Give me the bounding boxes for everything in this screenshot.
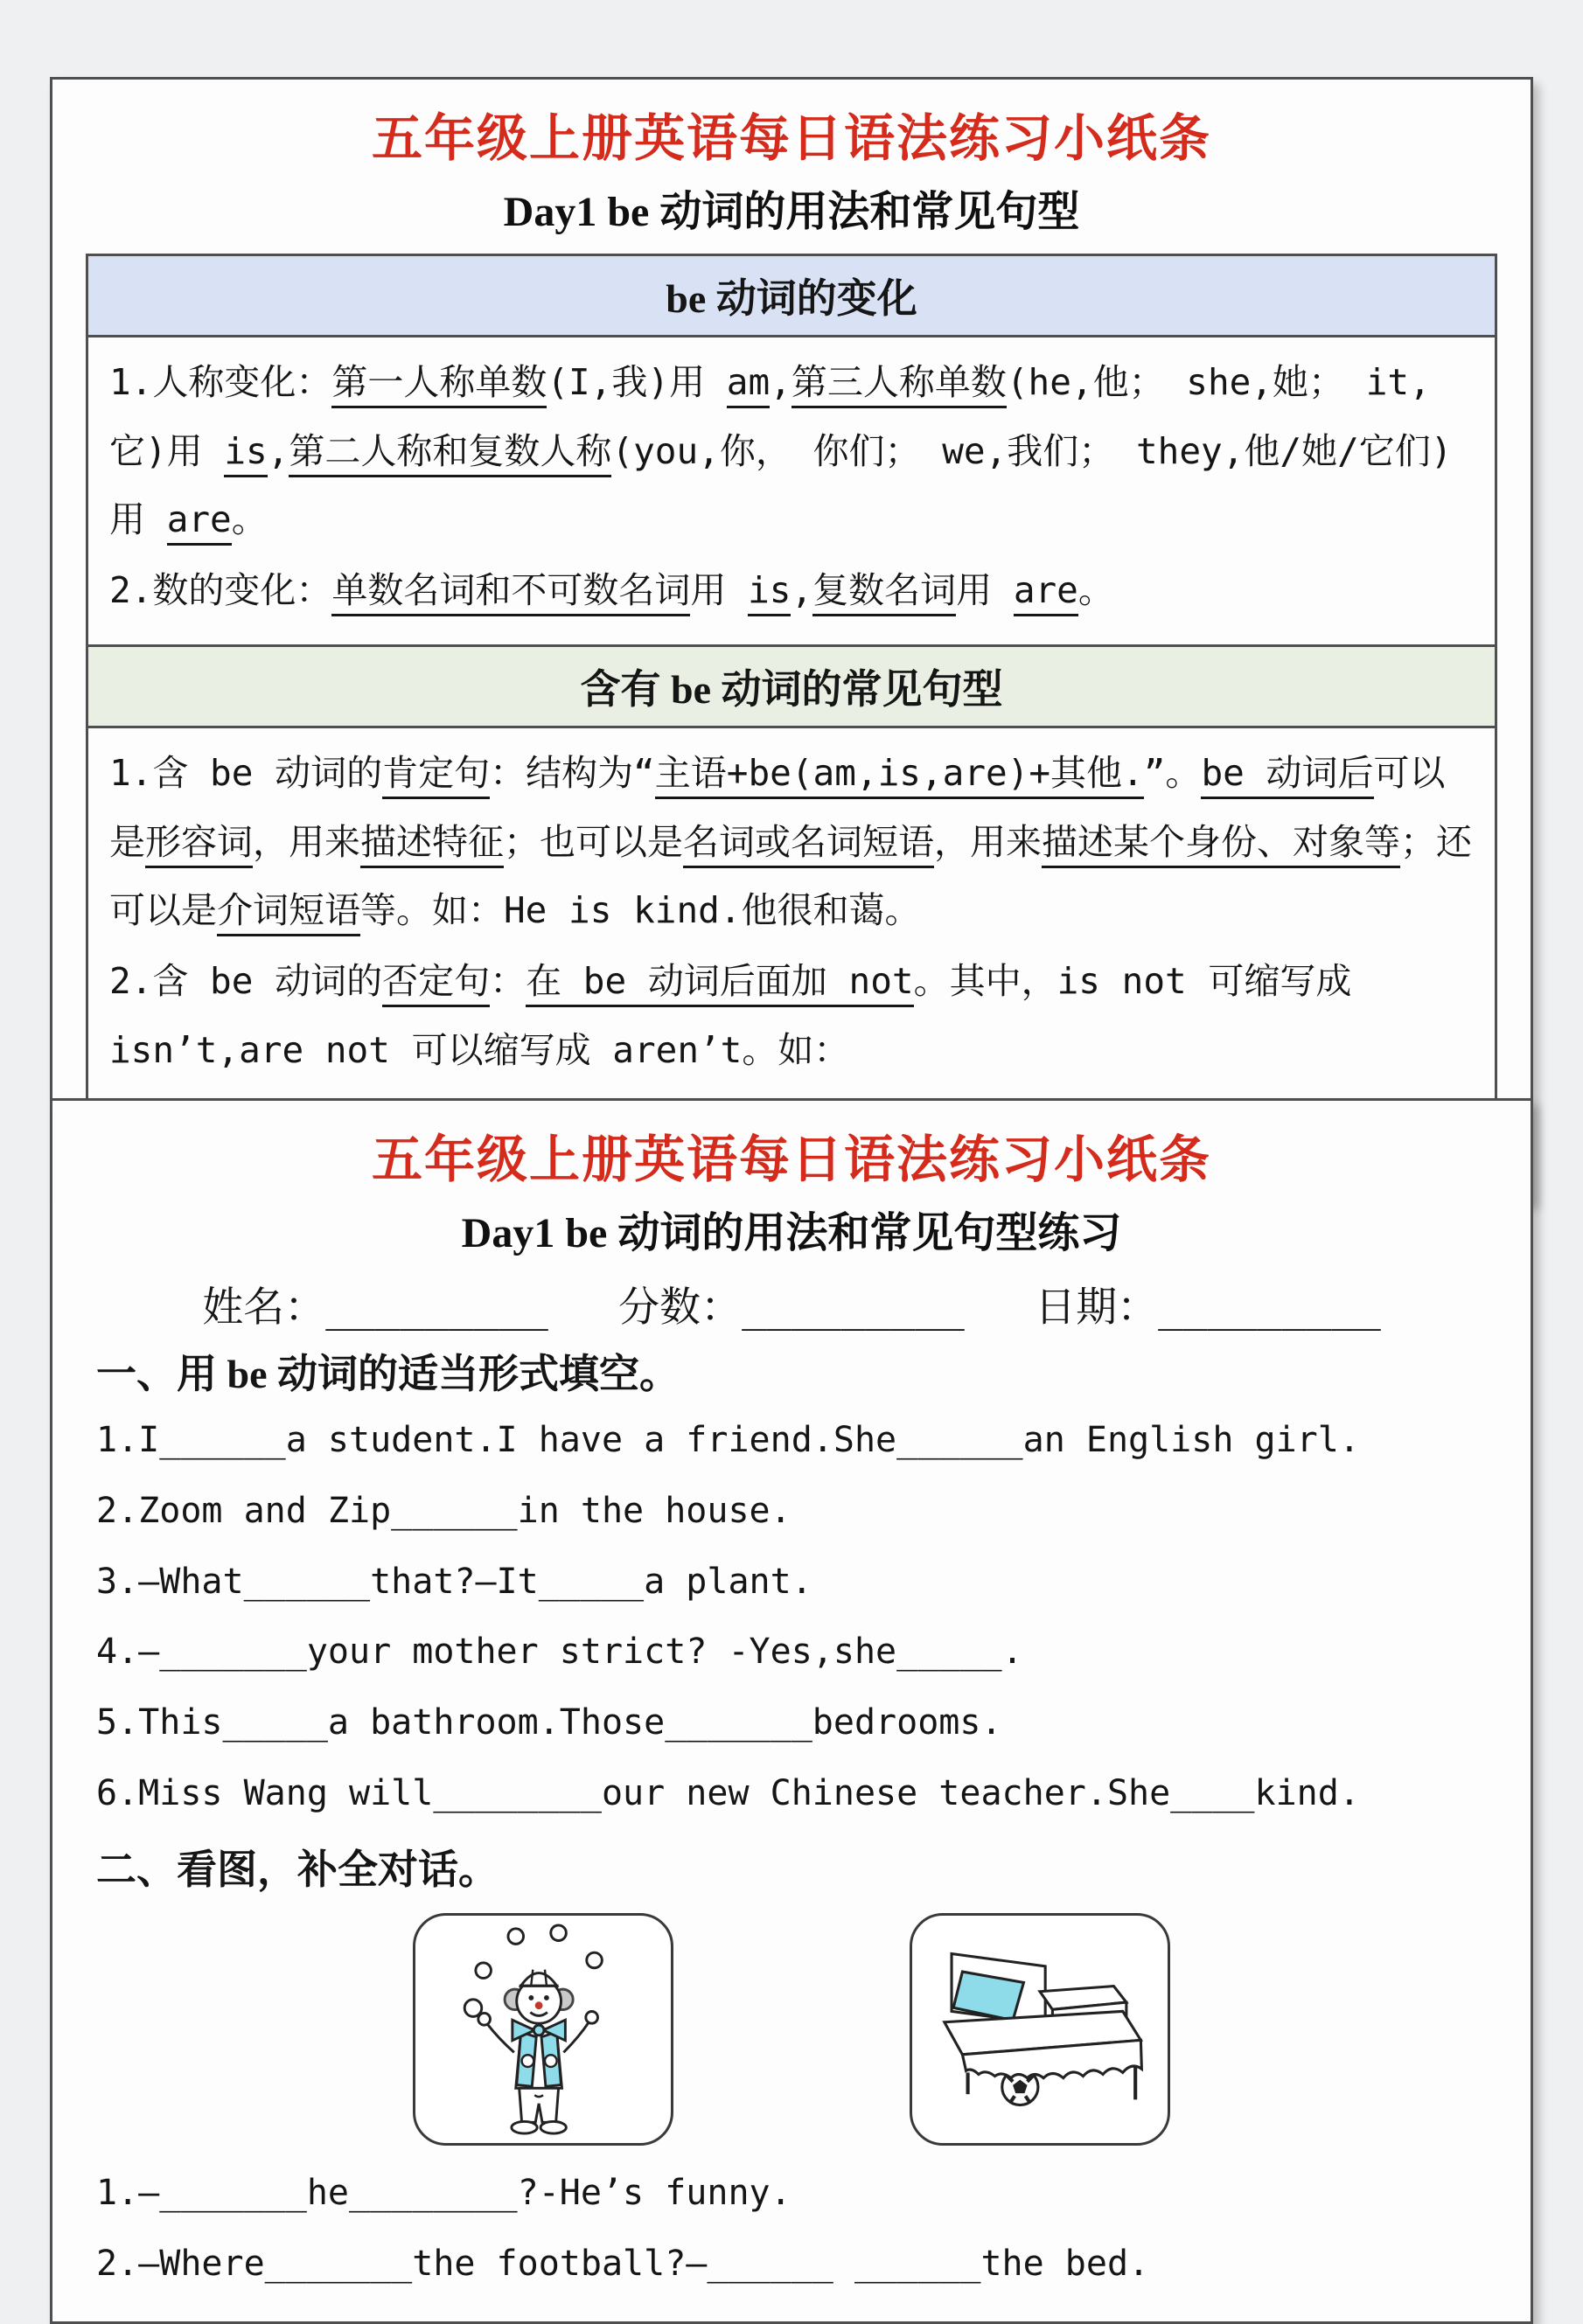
rule-person-change: 1.人称变化：第一人称单数(I,我)用 am,第三人称单数(he,他； she,她； it,它)用 is,第二人称和复数人称(you,你， 你们； we,我们； they,他/她/它们)用 are。 (109, 348, 1474, 554)
card-subtitle: Day1 be 动词的用法和常见句型练习 (461, 1210, 1122, 1256)
dialog-item: 1.—_______he________?-He’s funny. (96, 2172, 792, 2213)
picture-row (52, 1913, 1531, 2146)
grammar-notes-card (50, 77, 1533, 1202)
exercise-item: 5.This_____a bathroom.Those_______bedrooms. (96, 1702, 1002, 1743)
name-blank: _________ (325, 1284, 548, 1332)
picture-box-bed (910, 1913, 1170, 2146)
card-subtitle: Day1 be 动词的用法和常见句型 (503, 189, 1080, 235)
bed-with-football-image (931, 1939, 1148, 2119)
table-header-be-forms: be 动词的变化 (88, 256, 1495, 337)
date-label: 日期： (1035, 1284, 1159, 1332)
card-title: 五年级上册英语每日语法练习小纸条 (371, 1131, 1211, 1188)
exercise-item: 1.I______a student.I have a friend.She______an English girl. (96, 1420, 1360, 1460)
rule-affirmative: 1.含 be 动词的肯定句：结构为“主语+be(am,is,are)+其他.”。be 动词后可以是形容词，用来描述特征；也可以是名词或名词短语，用来描述某个身份、对象等；还可以是介词短语等。如：He is kind.他很和蔼。 (109, 739, 1474, 945)
name-label: 姓名： (202, 1284, 326, 1332)
dialog-item: 2.—Where_______the football?—______ ______the bed. (96, 2243, 1150, 2284)
picture-box-clown (413, 1913, 673, 2146)
table-header-sentence-patterns: 含有 be 动词的常见句型 (88, 644, 1495, 728)
exercise-item: 3.—What______that?—It_____a plant. (96, 1561, 812, 1602)
student-info-row (52, 1275, 1531, 1333)
score-field (618, 1284, 965, 1332)
clown-juggling-image (438, 1923, 648, 2136)
exercise-item: 4.—_______your mother strict? -Yes,she_____. (96, 1632, 1023, 1673)
date-field (1035, 1284, 1381, 1332)
score-label: 分数： (618, 1284, 743, 1332)
section-2-title: 二、看图，补全对话。 (96, 1847, 499, 1892)
rule-negative: 2.含 be 动词的否定句：在 be 动词后面加 not。其中，is not 可缩写成 isn’t,are not 可以缩写成 aren’t。如： (109, 960, 1352, 1071)
date-blank: _________ (1158, 1284, 1381, 1332)
grammar-table (86, 254, 1497, 1177)
section-1-title: 一、用 be 动词的适当形式填空。 (96, 1352, 680, 1396)
rule-number-change: 2.数的变化：单数名词和不可数名词用 is,复数名词用 are。 (109, 556, 1474, 625)
score-blank: _________ (742, 1284, 965, 1332)
table-body-be-forms (88, 337, 1495, 644)
exercise-item: 6.Miss Wang will________our new Chinese teacher.She____kind. (96, 1772, 1360, 1813)
practice-card (50, 1098, 1533, 2324)
exercise-item: 2.Zoom and Zip______in the house. (96, 1490, 792, 1531)
name-field (202, 1284, 548, 1332)
card-title: 五年级上册英语每日语法练习小纸条 (371, 110, 1211, 167)
